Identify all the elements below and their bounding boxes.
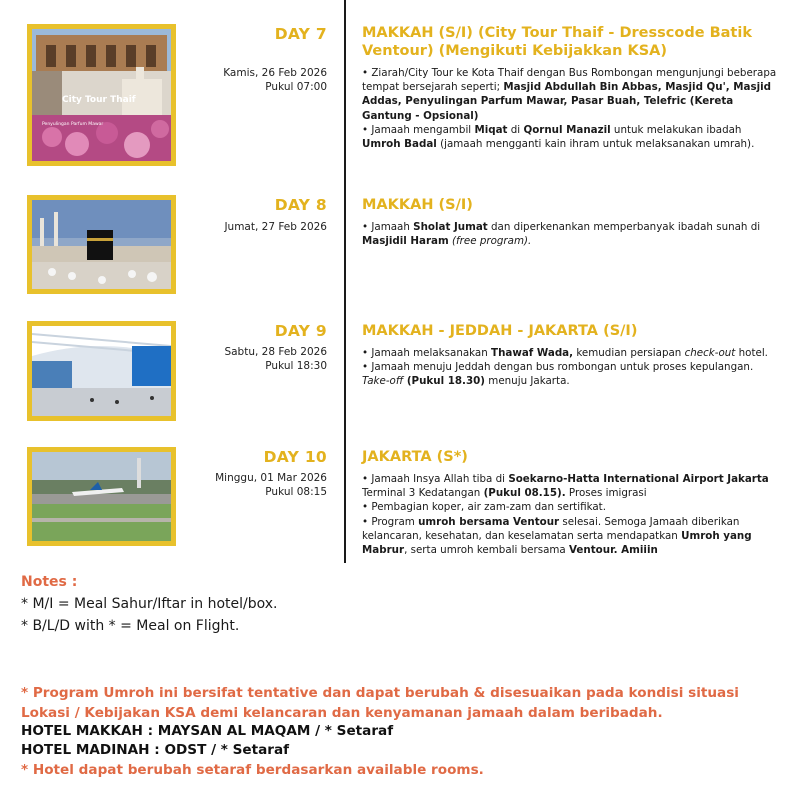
thaif-photo — [27, 24, 176, 166]
jeddah-airport-photo — [27, 321, 176, 421]
hotel-note: * Hotel dapat berubah setaraf berdasarkan available rooms. — [21, 762, 484, 778]
day-title: MAKKAH - JEDDAH - JAKARTA (S/I) — [362, 323, 638, 339]
day-label: DAY 9 — [274, 322, 327, 340]
notes-title: Notes : — [21, 574, 78, 590]
day-title: MAKKAH (S/I) — [362, 197, 473, 213]
day-description: • Jamaah Sholat Jumat dan diperkenankan memperbanyak ibadah sunah di Masjidil Haram (free program). — [362, 221, 761, 248]
kaaba-photo — [27, 195, 176, 294]
day-title: MAKKAH (S/I) (City Tour Thaif - Dresscode Batik Ventour) (Mengikuti Kebijakkan KSA) — [362, 25, 752, 59]
day-title: JAKARTA (S*) — [362, 449, 468, 465]
jakarta-airport-photo — [27, 447, 176, 546]
day-time: Pukul 18:30 — [265, 360, 327, 372]
day-label: DAY 8 — [274, 196, 327, 214]
day-description: • Jamaah melaksanakan Thawaf Wada, kemudian persiapan check-out hotel. • Jamaah menuju Jeddah dengan bus rombongan untuk proses kepulangan. Take-off (Pukul 18.30) menuju Jakarta. — [362, 347, 768, 388]
day-time: Pukul 07:00 — [265, 81, 327, 93]
day-date: Sabtu, 28 Feb 2026 — [224, 346, 327, 358]
thaif-subcaption: Penyulingan Parfum Mawar — [42, 122, 104, 127]
note-item: * B/L/D with * = Meal on Flight. — [21, 618, 240, 634]
day-time: Pukul 08:15 — [265, 486, 327, 498]
day-description: • Jamaah Insya Allah tiba di Soekarno-Hatta International Airport Jakarta Terminal 3 Kedatangan (Pukul 08.15). Proses imigrasi • Pembagian koper, air zam-zam dan sertifikat. • Program umroh bersama Ventour selesai. Semoga Jamaah diberikan kelancaran, kesehatan, dan keselamatan serta mendapatkan Umroh yang Mabrur, serta umroh kembali bersama Ventour. Amiiin — [362, 473, 769, 557]
day-date: Kamis, 26 Feb 2026 — [223, 67, 327, 79]
day-description: • Ziarah/City Tour ke Kota Thaif dengan Bus Rombongan mengunjungi beberapa tempat bersejarah seperti; Masjid Abdullah Bin Abbas, Masjid Qu', Masjid Addas, Penyulingan Parfum Mawar, Pasar Buah, Telefric (Kereta Gantung - Opsional) • Jamaah mengambil Miqat di Qornul Manazil untuk melakukan ibadah Umroh Badal (jamaah mengganti kain ihram untuk melaksanakan umrah). — [362, 67, 777, 151]
day-date: Minggu, 01 Mar 2026 — [215, 472, 327, 484]
day-label: DAY 10 — [263, 448, 327, 466]
day-label: DAY 7 — [274, 25, 327, 43]
timeline-divider — [344, 0, 346, 563]
day-date: Jumat, 27 Feb 2026 — [224, 221, 327, 233]
disclaimer: * Program Umroh ini bersifat tentative dan dapat berubah & disesuaikan pada kondisi situasi Lokasi / Kebijakan KSA demi kelancaran dan kenyamanan jamaah dalam beribadah. — [21, 685, 739, 721]
hotel-madinah: HOTEL MADINAH : ODST / * Setaraf — [21, 742, 290, 758]
note-item: * M/I = Meal Sahur/Iftar in hotel/box. — [21, 596, 278, 612]
hotel-makkah: HOTEL MAKKAH : MAYSAN AL MAQAM / * Setaraf — [21, 723, 394, 739]
thaif-caption: City Tour Thaif — [62, 95, 136, 105]
